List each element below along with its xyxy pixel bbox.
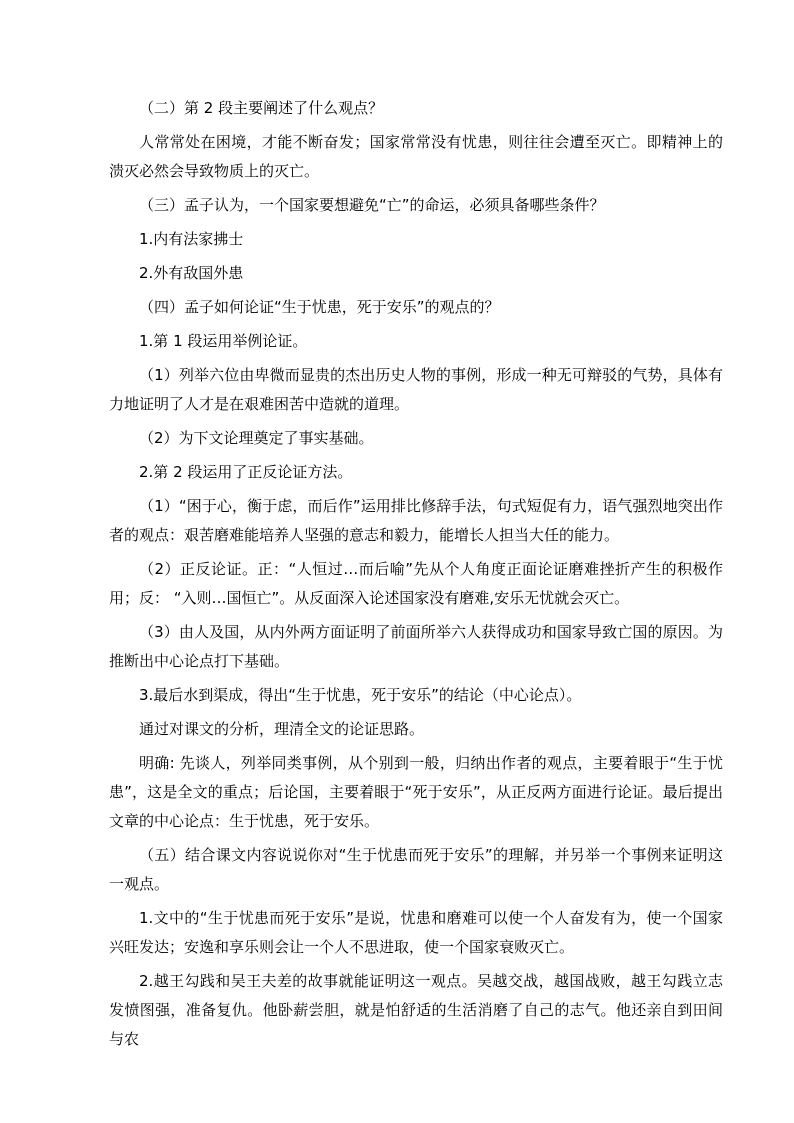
question-2-heading: （二）第 2 段主要阐述了什么观点？	[139, 99, 384, 117]
answer-4-point-1-sub-2: （2）为下文论理奠定了事实基础。	[139, 429, 374, 447]
answer-3-item-2: 2.外有敌国外患	[139, 264, 244, 282]
argument-outline-answer: 明确: 先谈人，列举同类事例，从个别到一般，归纳出作者的观点，主要着眼于“生于忧患”，这是全文的重点；后论国，主要着眼于“死于安乐”，从正反两方面进行论证。最后提出文章的中心论点：生于忧患，死于安乐。	[109, 754, 723, 830]
answer-4-point-2: 2.第 2 段运用了正反论证方法。	[139, 463, 353, 481]
answer-5-item-2: 2.越王勾践和吴王夫差的故事就能证明这一观点。吴越交战，越国战败，越王勾践立志发愤图强，准备复仇。他卧薪尝胆，就是怕舒适的生活消磨了自己的志气。他还亲自到田间与农	[109, 972, 723, 1048]
answer-4-point-3: 3.最后水到渠成，得出“生于忧患，死于安乐”的结论（中心论点）。	[139, 686, 582, 704]
answer-4-point-1-sub-1: （1）列举六位由卑微而显贵的杰出历史人物的事例，形成一种无可辩驳的气势，具体有力地证明了人才是在艰难困苦中造就的道理。	[109, 366, 723, 413]
question-3-heading: （三）孟子认为，一个国家要想避免“亡”的命运，必须具备哪些条件？	[139, 196, 605, 214]
question-5-heading: （五）结合课文内容说说你对“生于忧患而死于安乐”的理解，并另举一个事例来证明这一观点。	[109, 846, 723, 893]
answer-3-item-1: 1.内有法家拂士	[139, 230, 244, 248]
answer-4-point-2-sub-2: （2）正反论证。正：“人恒过…而后喻”先从个人角度正面论证磨难挫折产生的积极作用；反： “入则…国恒亡”。从反面深入论述国家没有磨难,安乐无忧就会灭亡。	[109, 560, 723, 607]
document-body	[109, 94, 723, 1059]
question-4-heading: （四）孟子如何论证“生于忧患，死于安乐”的观点的？	[139, 298, 500, 316]
answer-2-text: 人常常处在困境，才能不断奋发；国家常常没有忧患，则往往会遭至灭亡。即精神上的溃灭必然会导致物质上的灭亡。	[109, 133, 723, 180]
answer-4-point-1: 1.第 1 段运用举例论证。	[139, 332, 308, 350]
answer-4-point-2-sub-3: （3）由人及国，从内外两方面证明了前面所举六人获得成功和国家导致亡国的原因。为推断出中心论点打下基础。	[109, 623, 723, 670]
argument-outline-intro: 通过对课文的分析，理清全文的论证思路。	[139, 720, 425, 738]
answer-5-item-1: 1.文中的“生于忧患而死于安乐”是说，忧患和磨难可以使一个人奋发有为，使一个国家兴旺发达；安逸和享乐则会让一个人不思进取，使一个国家衰败灭亡。	[109, 909, 723, 956]
answer-4-point-2-sub-1: （1）“困于心，衡于虑，而后作”运用排比修辞手法，句式短促有力，语气强烈地突出作者的观点：艰苦磨难能培养人坚强的意志和毅力，能增长人担当大任的能力。	[109, 497, 723, 544]
